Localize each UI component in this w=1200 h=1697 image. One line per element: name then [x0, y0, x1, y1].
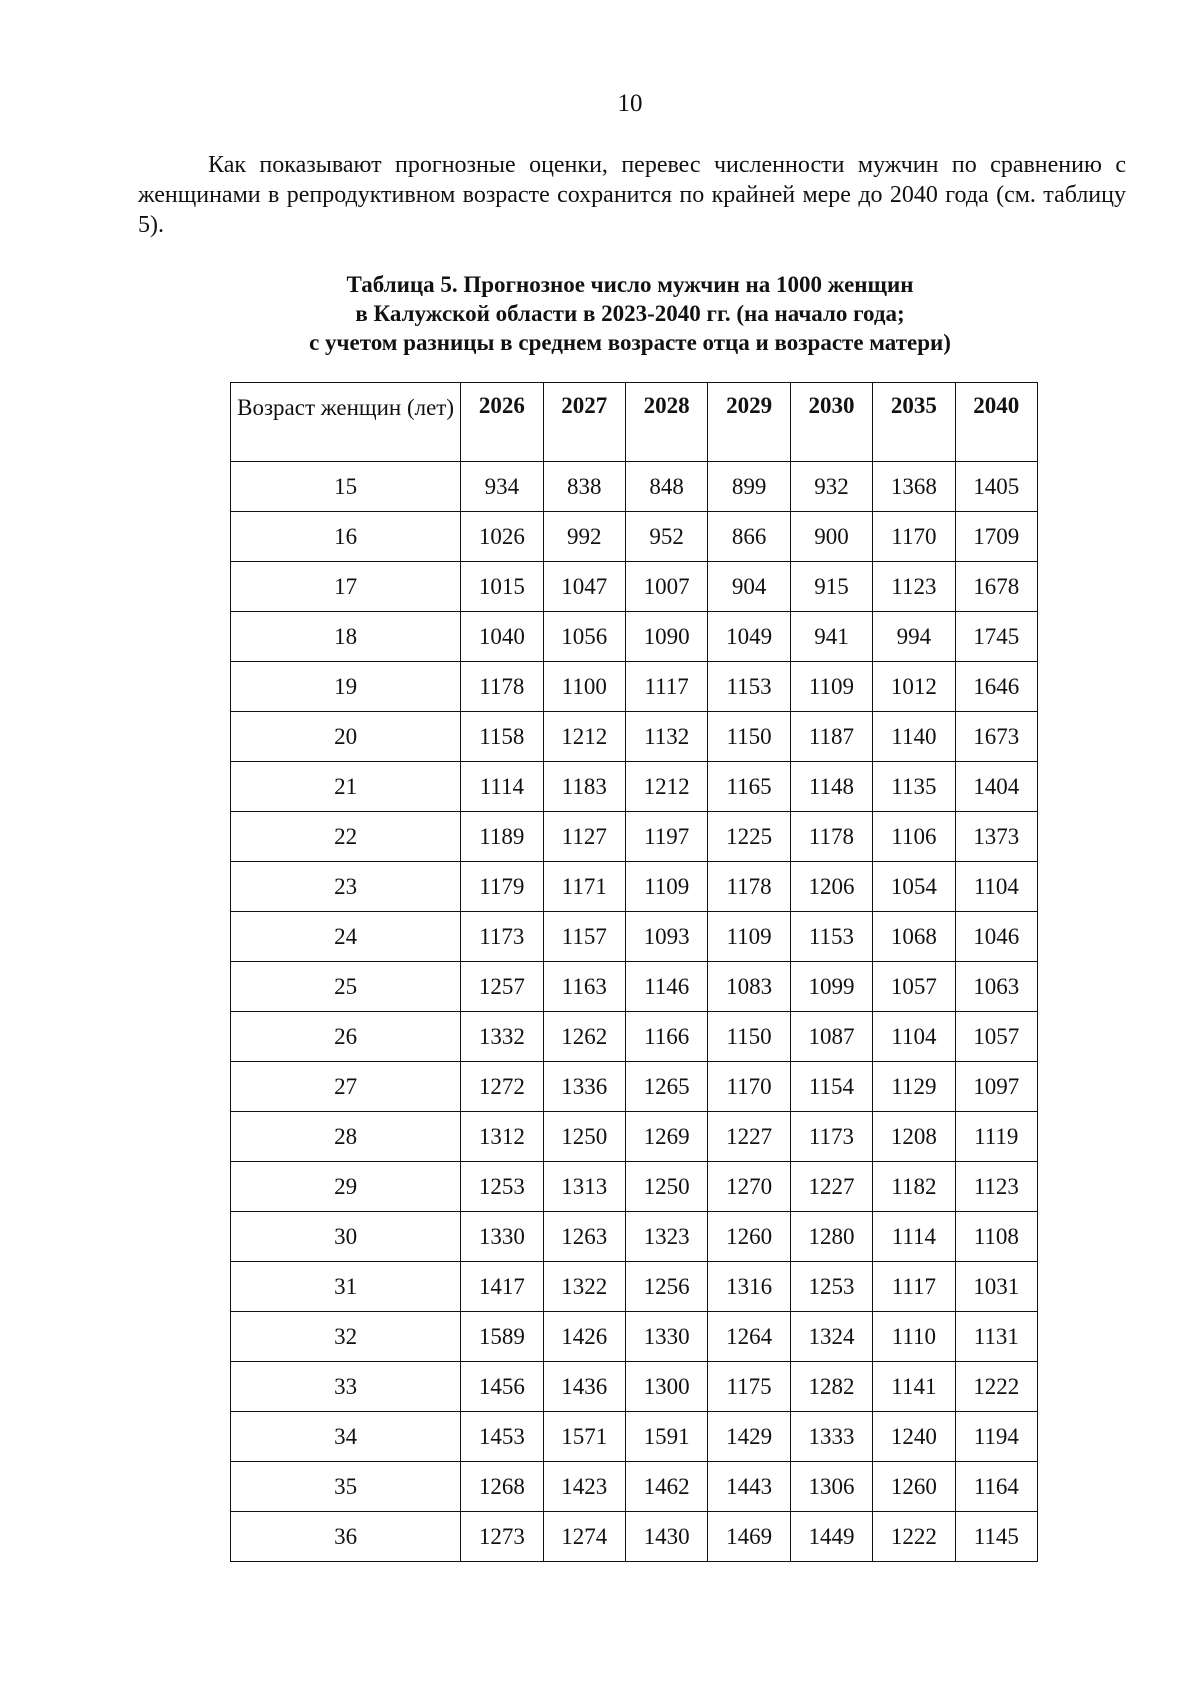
value-cell: 1240	[873, 1412, 955, 1462]
value-cell: 1157	[543, 912, 625, 962]
value-cell: 1330	[625, 1312, 707, 1362]
value-cell: 1197	[625, 812, 707, 862]
value-cell: 1589	[461, 1312, 543, 1362]
age-cell: 28	[231, 1112, 461, 1162]
age-cell: 26	[231, 1012, 461, 1062]
value-cell: 1031	[955, 1262, 1037, 1312]
age-cell: 25	[231, 962, 461, 1012]
value-cell: 1165	[708, 762, 790, 812]
value-cell: 1054	[873, 862, 955, 912]
table-row	[231, 1012, 1038, 1062]
value-cell: 1026	[461, 512, 543, 562]
value-cell: 1260	[708, 1212, 790, 1262]
value-cell: 1264	[708, 1312, 790, 1362]
value-cell: 1265	[625, 1062, 707, 1112]
value-cell: 1269	[625, 1112, 707, 1162]
age-cell: 16	[231, 512, 461, 562]
age-cell: 31	[231, 1262, 461, 1312]
value-cell: 1057	[873, 962, 955, 1012]
table-row	[231, 662, 1038, 712]
value-cell: 1591	[625, 1412, 707, 1462]
age-cell: 19	[231, 662, 461, 712]
value-cell: 904	[708, 562, 790, 612]
value-cell: 1164	[955, 1462, 1037, 1512]
age-cell: 34	[231, 1412, 461, 1462]
value-cell: 1262	[543, 1012, 625, 1062]
value-cell: 838	[543, 462, 625, 512]
table-header-row	[231, 383, 1038, 462]
table-row	[231, 462, 1038, 512]
value-cell: 952	[625, 512, 707, 562]
table-row	[231, 1412, 1038, 1462]
value-cell: 1117	[625, 662, 707, 712]
value-cell: 1131	[955, 1312, 1037, 1362]
value-cell: 994	[873, 612, 955, 662]
value-cell: 1449	[790, 1512, 872, 1562]
value-cell: 1646	[955, 662, 1037, 712]
value-cell: 1322	[543, 1262, 625, 1312]
value-cell: 1127	[543, 812, 625, 862]
value-cell: 900	[790, 512, 872, 562]
value-cell: 1178	[790, 812, 872, 862]
value-cell: 1106	[873, 812, 955, 862]
year-header: 2040	[955, 383, 1037, 462]
value-cell: 1268	[461, 1462, 543, 1512]
value-cell: 1423	[543, 1462, 625, 1512]
value-cell: 1173	[461, 912, 543, 962]
value-cell: 1222	[955, 1362, 1037, 1412]
year-header: 2029	[708, 383, 790, 462]
value-cell: 1443	[708, 1462, 790, 1512]
value-cell: 1114	[461, 762, 543, 812]
value-cell: 934	[461, 462, 543, 512]
value-cell: 1189	[461, 812, 543, 862]
value-cell: 1312	[461, 1112, 543, 1162]
value-cell: 1173	[790, 1112, 872, 1162]
value-cell: 1336	[543, 1062, 625, 1112]
caption-line-2: в Калужской области в 2023-2040 гг. (на начало года;	[355, 301, 905, 326]
value-cell: 1404	[955, 762, 1037, 812]
value-cell: 1571	[543, 1412, 625, 1462]
value-cell: 1083	[708, 962, 790, 1012]
value-cell: 1093	[625, 912, 707, 962]
age-cell: 32	[231, 1312, 461, 1362]
value-cell: 1114	[873, 1212, 955, 1262]
value-cell: 1256	[625, 1262, 707, 1312]
age-cell: 15	[231, 462, 461, 512]
value-cell: 848	[625, 462, 707, 512]
table-row	[231, 1062, 1038, 1112]
value-cell: 1436	[543, 1362, 625, 1412]
value-cell: 1166	[625, 1012, 707, 1062]
value-cell: 1170	[873, 512, 955, 562]
value-cell: 1678	[955, 562, 1037, 612]
table-caption	[200, 270, 1060, 357]
value-cell: 1673	[955, 712, 1037, 762]
value-cell: 1227	[708, 1112, 790, 1162]
value-cell: 866	[708, 512, 790, 562]
year-header: 2028	[625, 383, 707, 462]
age-cell: 29	[231, 1162, 461, 1212]
caption-line-3: с учетом разницы в среднем возрасте отца и возрасте матери)	[309, 330, 951, 355]
value-cell: 1272	[461, 1062, 543, 1112]
table-row	[231, 1362, 1038, 1412]
value-cell: 1426	[543, 1312, 625, 1362]
value-cell: 1012	[873, 662, 955, 712]
value-cell: 1469	[708, 1512, 790, 1562]
value-cell: 1099	[790, 962, 872, 1012]
value-cell: 1046	[955, 912, 1037, 962]
value-cell: 1274	[543, 1512, 625, 1562]
value-cell: 1135	[873, 762, 955, 812]
value-cell: 1253	[790, 1262, 872, 1312]
value-cell: 1117	[873, 1262, 955, 1312]
value-cell: 1709	[955, 512, 1037, 562]
value-cell: 1206	[790, 862, 872, 912]
value-cell: 1040	[461, 612, 543, 662]
value-cell: 1154	[790, 1062, 872, 1112]
value-cell: 899	[708, 462, 790, 512]
value-cell: 1068	[873, 912, 955, 962]
age-cell: 35	[231, 1462, 461, 1512]
value-cell: 1049	[708, 612, 790, 662]
value-cell: 1187	[790, 712, 872, 762]
value-cell: 1324	[790, 1312, 872, 1362]
table-row	[231, 1512, 1038, 1562]
value-cell: 1087	[790, 1012, 872, 1062]
value-cell: 1260	[873, 1462, 955, 1512]
value-cell: 1306	[790, 1462, 872, 1512]
value-cell: 1015	[461, 562, 543, 612]
value-cell: 1250	[625, 1162, 707, 1212]
value-cell: 1280	[790, 1212, 872, 1262]
value-cell: 1227	[790, 1162, 872, 1212]
caption-line-1: Таблица 5. Прогнозное число мужчин на 1000 женщин	[346, 272, 914, 297]
value-cell: 1145	[955, 1512, 1037, 1562]
value-cell: 1146	[625, 962, 707, 1012]
value-cell: 1373	[955, 812, 1037, 862]
value-cell: 1453	[461, 1412, 543, 1462]
year-header: 2030	[790, 383, 872, 462]
value-cell: 1300	[625, 1362, 707, 1412]
age-cell: 22	[231, 812, 461, 862]
value-cell: 1333	[790, 1412, 872, 1462]
value-cell: 1270	[708, 1162, 790, 1212]
page-number: 10	[617, 90, 643, 117]
value-cell: 1123	[955, 1162, 1037, 1212]
value-cell: 1109	[708, 912, 790, 962]
value-cell: 1097	[955, 1062, 1037, 1112]
value-cell: 1179	[461, 862, 543, 912]
value-cell: 1332	[461, 1012, 543, 1062]
value-cell: 1273	[461, 1512, 543, 1562]
value-cell: 1316	[708, 1262, 790, 1312]
value-cell: 1163	[543, 962, 625, 1012]
value-cell: 1313	[543, 1162, 625, 1212]
value-cell: 1212	[543, 712, 625, 762]
value-cell: 1183	[543, 762, 625, 812]
value-cell: 1148	[790, 762, 872, 812]
value-cell: 1263	[543, 1212, 625, 1262]
value-cell: 1110	[873, 1312, 955, 1362]
sex-ratio-table	[230, 382, 1038, 1562]
table-row	[231, 562, 1038, 612]
value-cell: 1456	[461, 1362, 543, 1412]
value-cell: 1745	[955, 612, 1037, 662]
value-cell: 1253	[461, 1162, 543, 1212]
value-cell: 1282	[790, 1362, 872, 1412]
intro-paragraph: Как показывают прогнозные оценки, перевес численности мужчин по сравнению с женщинами в репродуктивном возрасте сохранится по крайней мере до 2040 года (см. таблицу 5).	[138, 152, 1126, 238]
value-cell: 1150	[708, 1012, 790, 1062]
age-cell: 17	[231, 562, 461, 612]
value-cell: 1368	[873, 462, 955, 512]
value-cell: 1257	[461, 962, 543, 1012]
table-row	[231, 912, 1038, 962]
value-cell: 915	[790, 562, 872, 612]
table-row	[231, 862, 1038, 912]
value-cell: 1208	[873, 1112, 955, 1162]
value-cell: 1212	[625, 762, 707, 812]
age-cell: 24	[231, 912, 461, 962]
value-cell: 1462	[625, 1462, 707, 1512]
age-cell: 33	[231, 1362, 461, 1412]
table-row	[231, 1212, 1038, 1262]
value-cell: 1063	[955, 962, 1037, 1012]
table-row	[231, 1312, 1038, 1362]
age-column-header: Возраст женщин (лет)	[231, 383, 461, 462]
age-cell: 30	[231, 1212, 461, 1262]
year-header: 2026	[461, 383, 543, 462]
value-cell: 1150	[708, 712, 790, 762]
value-cell: 1405	[955, 462, 1037, 512]
table-row	[231, 962, 1038, 1012]
table-row	[231, 712, 1038, 762]
table-row	[231, 512, 1038, 562]
value-cell: 1323	[625, 1212, 707, 1262]
table-row	[231, 1112, 1038, 1162]
value-cell: 1250	[543, 1112, 625, 1162]
table-body	[231, 462, 1038, 1562]
value-cell: 1109	[625, 862, 707, 912]
value-cell: 1108	[955, 1212, 1037, 1262]
value-cell: 1158	[461, 712, 543, 762]
value-cell: 1141	[873, 1362, 955, 1412]
value-cell: 1330	[461, 1212, 543, 1262]
value-cell: 1056	[543, 612, 625, 662]
value-cell: 1178	[461, 662, 543, 712]
age-cell: 23	[231, 862, 461, 912]
value-cell: 1047	[543, 562, 625, 612]
value-cell: 1222	[873, 1512, 955, 1562]
value-cell: 992	[543, 512, 625, 562]
value-cell: 1129	[873, 1062, 955, 1112]
value-cell: 1104	[873, 1012, 955, 1062]
table-row	[231, 762, 1038, 812]
value-cell: 1429	[708, 1412, 790, 1462]
year-header: 2027	[543, 383, 625, 462]
value-cell: 1178	[708, 862, 790, 912]
value-cell: 1090	[625, 612, 707, 662]
value-cell: 1175	[708, 1362, 790, 1412]
age-cell: 27	[231, 1062, 461, 1112]
value-cell: 1153	[708, 662, 790, 712]
year-header: 2035	[873, 383, 955, 462]
value-cell: 1109	[790, 662, 872, 712]
value-cell: 932	[790, 462, 872, 512]
value-cell: 1153	[790, 912, 872, 962]
table-row	[231, 612, 1038, 662]
value-cell: 1119	[955, 1112, 1037, 1162]
value-cell: 1194	[955, 1412, 1037, 1462]
value-cell: 1170	[708, 1062, 790, 1112]
age-cell: 21	[231, 762, 461, 812]
age-cell: 18	[231, 612, 461, 662]
age-cell: 36	[231, 1512, 461, 1562]
value-cell: 1140	[873, 712, 955, 762]
value-cell: 1057	[955, 1012, 1037, 1062]
value-cell: 1171	[543, 862, 625, 912]
value-cell: 1123	[873, 562, 955, 612]
value-cell: 1182	[873, 1162, 955, 1212]
table-row	[231, 1162, 1038, 1212]
value-cell: 1430	[625, 1512, 707, 1562]
value-cell: 1007	[625, 562, 707, 612]
value-cell: 1100	[543, 662, 625, 712]
value-cell: 1225	[708, 812, 790, 862]
table-row	[231, 1462, 1038, 1512]
value-cell: 1417	[461, 1262, 543, 1312]
age-cell: 20	[231, 712, 461, 762]
table-row	[231, 1262, 1038, 1312]
value-cell: 941	[790, 612, 872, 662]
value-cell: 1132	[625, 712, 707, 762]
value-cell: 1104	[955, 862, 1037, 912]
table-row	[231, 812, 1038, 862]
